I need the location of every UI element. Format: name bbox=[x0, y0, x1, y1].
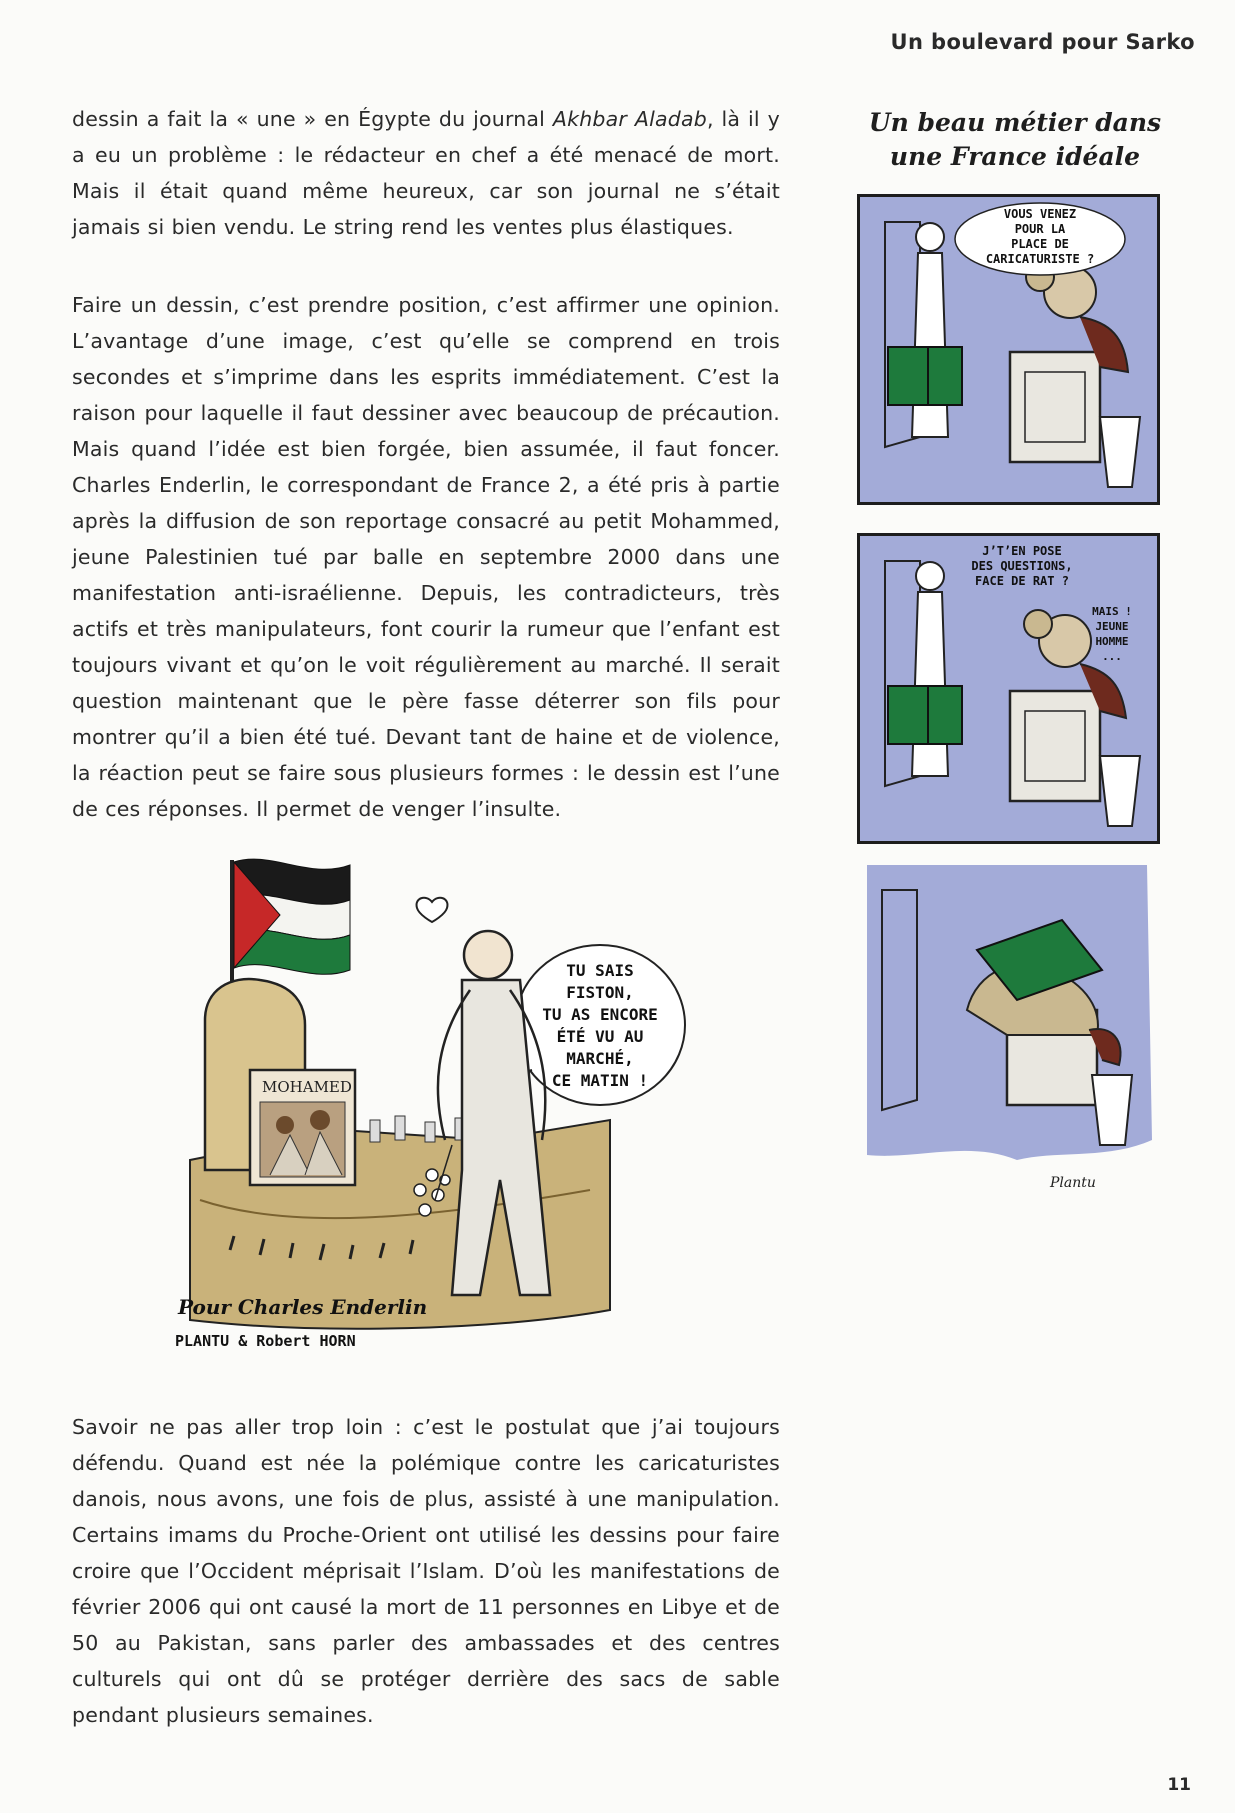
enderlin-cartoon bbox=[170, 840, 690, 1365]
panel-2-speech: J’T’EN POSE DES QUESTIONS, FACE DE RAT ? bbox=[971, 544, 1073, 588]
enderlin-cartoon-drawing bbox=[170, 840, 690, 1365]
strip-panel-3 bbox=[857, 860, 1154, 1165]
strip-panel-1 bbox=[857, 194, 1160, 505]
strip-panel-2 bbox=[857, 533, 1160, 844]
paragraph-3: Savoir ne pas aller trop loin : c’est le postulat que j’ai toujours défendu. Quand est née la polémique contre les caricaturistes danois, nous avons, une fois de plus, assisté à une manipulation. Certains imams du Proche-Orient ont utilisé les dessins pour faire croire que l’Occident méprisait l’Islam. D’où les manifestations de février 2006 qui ont causé la mort de 11 personnes en Libye et de 50 au Pakistan, sans parler des ambassades et des centres culturels qui ont dû se protéger derrière des sacs de sable pendant plusieurs semaines. bbox=[72, 1415, 780, 1727]
paragraph-2: Faire un dessin, c’est prendre position, c’est affirmer une opinion. L’avantage d’une image, c’est qu’elle se comprend en trois secondes et s’imprime dans les esprits immédiatement. C’est la raison pour laquelle il faut dessiner avec beaucoup de précaution. Mais quand l’idée est bien forgée, bien assumée, il faut foncer. Charles Enderlin, le correspondant de France 2, a été pris à partie après la diffusion de son reportage consacré au petit Mohammed, jeune Palestinien tué par balle en septembre 2000 dans une manifestation anti-israélienne. Depuis, les contradicteurs, très actifs et très manipulateurs, font courir la rumeur que l’enfant est toujours vivant et qu’on le voit régulièrement au marché. Il serait question maintenant que le père fasse déterrer son fils pour montrer qu’il a bien été tué. Devant tant de haine et de violence, la réaction peut se faire sous plusieurs formes : le dessin est l’une de ces réponses. Il permet de venger l’insulte. bbox=[72, 293, 780, 821]
paragraph-1 bbox=[72, 101, 780, 245]
newspaper-title: Akhbar Aladab bbox=[552, 107, 707, 131]
strip-title: Un beau métier dans une France idéale bbox=[868, 108, 1162, 171]
cartoon-dedication: Pour Charles Enderlin bbox=[178, 1295, 428, 1319]
panel-1-speech: VOUS VENEZ POUR LA PLACE DE CARICATURISTE ? bbox=[985, 207, 1095, 266]
panel-3-drawing bbox=[857, 860, 1154, 1165]
poster-label: MOHAMED bbox=[262, 1078, 352, 1096]
strip-signature: Plantu bbox=[1050, 1175, 1096, 1191]
paragraph-1-start: dessin a fait la « une » en Égypte du journal bbox=[72, 107, 553, 131]
cartoon-strip bbox=[845, 100, 1185, 1210]
cartoon-signature: PLANTU & Robert HORN bbox=[175, 1332, 356, 1350]
panel-2-reply: MAIS ! JEUNE HOMME ... bbox=[1092, 605, 1132, 663]
father-speech-text: TU SAIS FISTON, TU AS ENCORE ÉTÉ VU AU MARCHÉ, CE MATIN ! bbox=[542, 961, 658, 1090]
running-head: Un boulevard pour Sarko bbox=[890, 30, 1195, 54]
paragraph-1-end: , là il y a eu un problème : le rédacteur en chef a été menacé de mort. Mais il était quand même heureux, car son journal ne s’était jamais si bien vendu. Le string rend les ventes plus élastiques. bbox=[72, 107, 780, 239]
page-number: 11 bbox=[1167, 1775, 1191, 1795]
